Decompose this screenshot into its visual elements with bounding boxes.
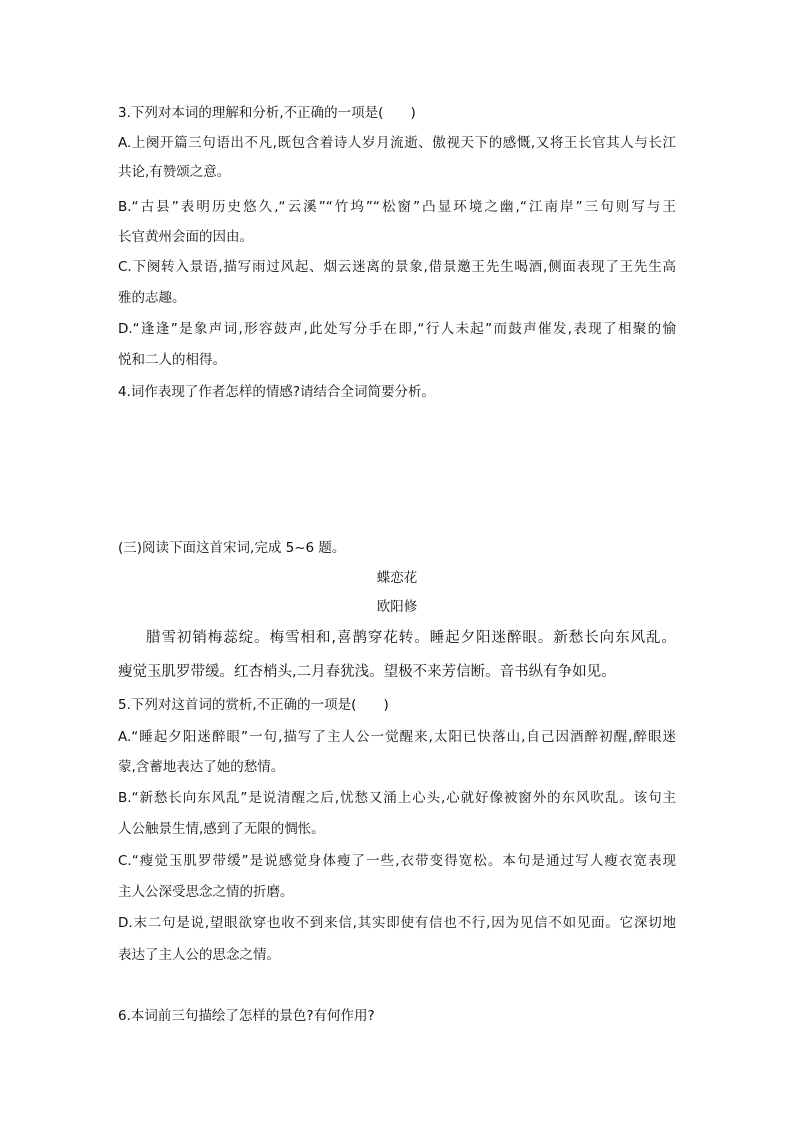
option-b-line-1: B.“古县”表明历史悠久,“云溪”“竹坞”“松窗”凸显环境之幽,“江南岸”三句则写与王	[118, 199, 676, 215]
poem-title: 蝶恋花	[376, 570, 418, 586]
option-d-line-2: 悦和二人的相得。	[118, 352, 226, 368]
option-a-line-1: A.上阕开篇三句语出不凡,既包含着诗人岁月流逝、傲视天下的感慨,又将王长官其人与长江	[118, 135, 676, 151]
section-intro: (三)阅读下面这首宋词,完成 5~6 题。	[118, 540, 346, 556]
option-d-line-2: 表达了主人公的思念之情。	[118, 947, 280, 963]
question-6-stem: 6.本词前三句描绘了怎样的景色?有何作用?	[118, 1008, 375, 1024]
option-c-line-2: 主人公深受思念之情的折磨。	[118, 884, 294, 900]
poem-line-2: 瘦觉玉肌罗带缓。红杏梢头,二月春犹浅。望极不来芳信断。音书纵有争如见。	[118, 664, 616, 680]
option-a-line-2: 共论,有赞颂之意。	[118, 164, 231, 180]
option-b-line-2: 人公触景生情,感到了无限的惆怅。	[118, 821, 325, 837]
option-b-line-2: 长官黄州会面的因由。	[118, 229, 253, 245]
poem-line-1: 腊雪初销梅蕊绽。梅雪相和,喜鹊穿花转。睡起夕阳迷醉眼。新愁长向东风乱。	[146, 630, 676, 646]
question-4-stem: 4.词作表现了作者怎样的情感?请结合全词简要分析。	[118, 384, 436, 400]
poem-author: 欧阳修	[376, 599, 418, 615]
option-d-line-1: D.末二句是说,望眼欲穿也收不到来信,其实即使有信也不行,因为见信不如见面。它深切地	[118, 915, 676, 931]
question-5-stem: 5.下列对这首词的赏析,不正确的一项是( )	[118, 697, 389, 713]
question-3-stem: 3.下列对本词的理解和分析,不正确的一项是( )	[118, 105, 416, 121]
option-c-line-1: C.下阕转入景语,描写雨过风起、烟云迷离的景象,借景邀王先生喝酒,侧面表现了王先生高	[118, 259, 676, 275]
option-d-line-1: D.“逢逢”是象声词,形容鼓声,此处写分手在即,“行人未起”而鼓声催发,表现了相聚的愉	[118, 321, 676, 337]
option-c-line-1: C.“瘦觉玉肌罗带缓”是说感觉身体瘦了一些,衣带变得宽松。本句是通过写人瘦衣宽表现	[118, 853, 676, 869]
option-a-line-2: 蒙,含蓄地表达了她的愁情。	[118, 759, 285, 775]
option-a-line-1: A.“睡起夕阳迷醉眼”一句,描写了主人公一觉醒来,太阳已快落山,自己因酒醉初醒,醉眼迷	[118, 729, 676, 745]
option-c-line-2: 雅的志趣。	[118, 290, 186, 306]
option-b-line-1: B.“新愁长向东风乱”是说清醒之后,忧愁又涌上心头,心就好像被窗外的东风吹乱。该句主	[118, 790, 676, 806]
